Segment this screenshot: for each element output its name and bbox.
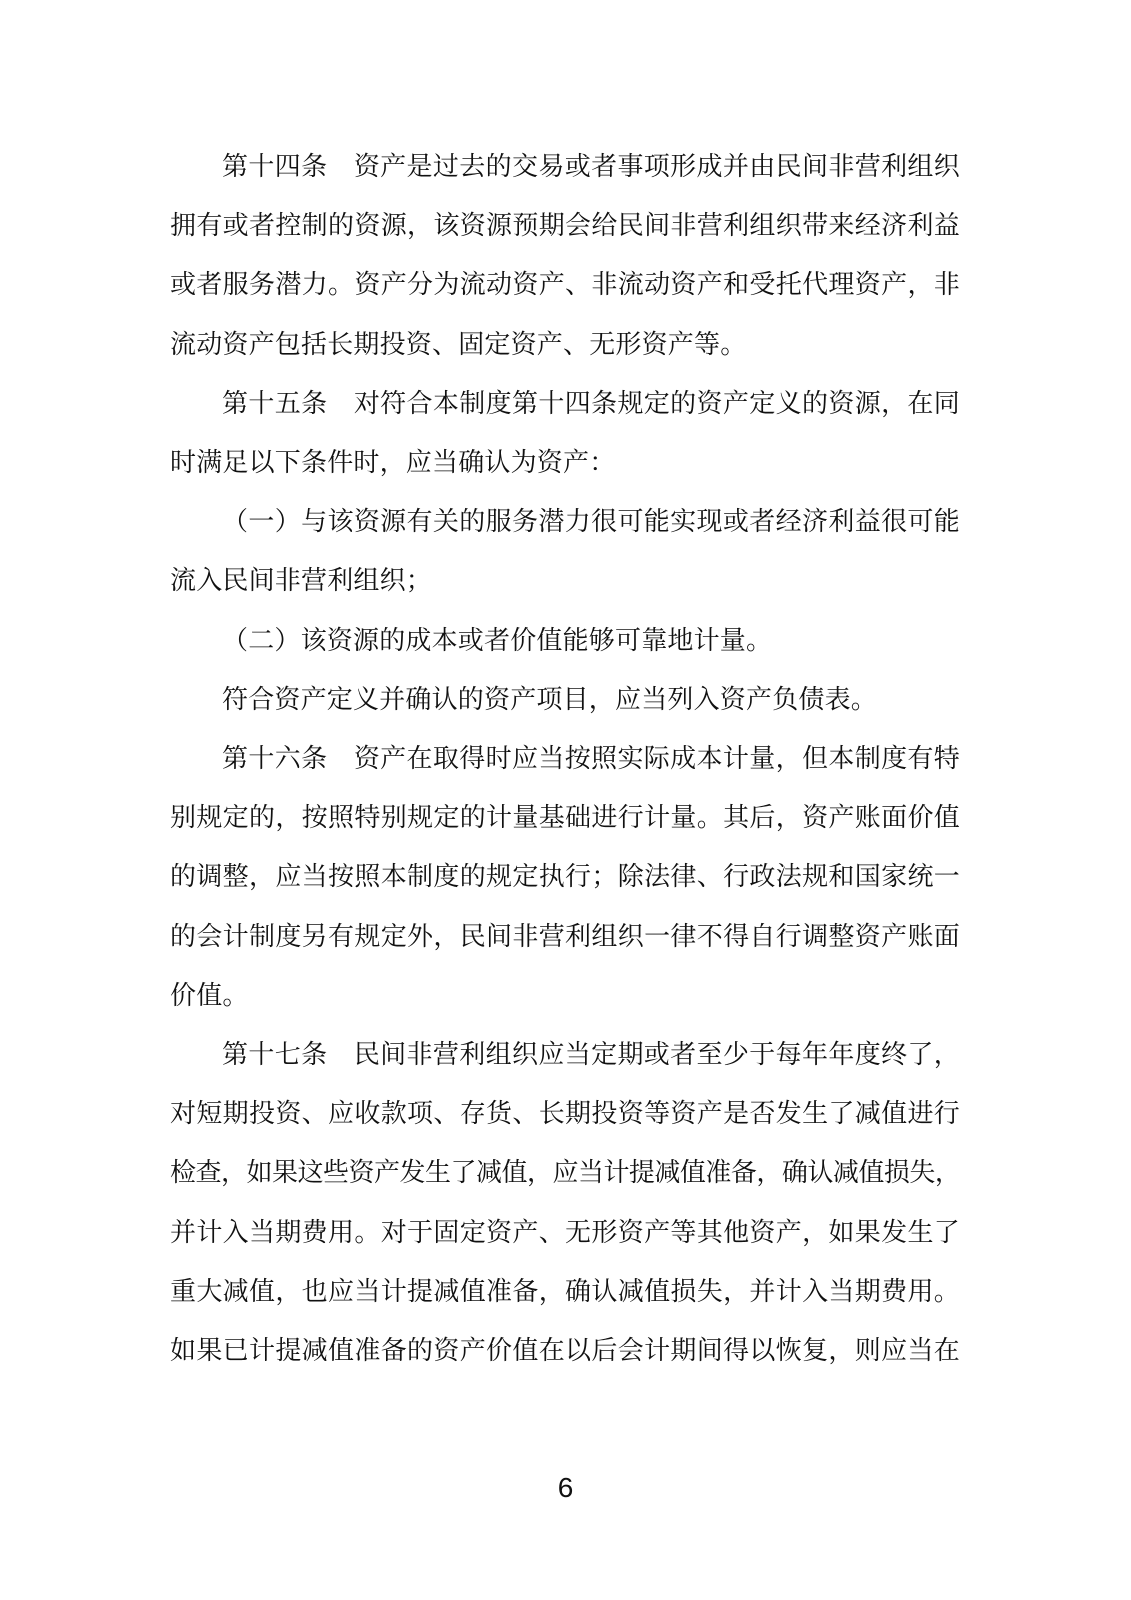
text-line: 流动资产包括长期投资、固定资产、无形资产等。: [170, 329, 747, 359]
article-14-paragraph: [170, 137, 960, 374]
text-line: 如果已计提减值准备的资产价值在以后会计期间得以恢复，则应当在: [170, 1336, 960, 1366]
article-15-clause-1-paragraph: [170, 492, 960, 610]
text-line: 时满足以下条件时，应当确认为资产：: [170, 448, 616, 478]
text-line: 的调整，应当按照本制度的规定执行；除法律、行政法规和国家统一: [170, 862, 960, 892]
text-line: 第十七条 民间非营利组织应当定期或者至少于每年年度终了，: [222, 1040, 960, 1070]
document-body: [170, 137, 960, 1380]
article-15-paragraph: [170, 374, 960, 492]
article-16-paragraph: [170, 729, 960, 1025]
text-line: 并计入当期费用。对于固定资产、无形资产等其他资产，如果发生了: [170, 1217, 960, 1247]
article-15-recognition-note-paragraph: [170, 670, 960, 729]
text-line: 第十五条 对符合本制度第十四条规定的资产定义的资源，在同: [222, 388, 960, 418]
text-line: 对短期投资、应收款项、存货、长期投资等资产是否发生了减值进行: [170, 1099, 960, 1129]
text-line: 拥有或者控制的资源，该资源预期会给民间非营利组织带来经济利益: [170, 211, 960, 241]
text-line: （二）该资源的成本或者价值能够可靠地计量。: [222, 625, 773, 655]
text-line: 重大减值，也应当计提减值准备，确认减值损失，并计入当期费用。: [170, 1276, 960, 1306]
article-17-paragraph: [170, 1025, 960, 1380]
page-number: 6: [557, 1472, 574, 1503]
text-line: 别规定的，按照特别规定的计量基础进行计量。其后，资产账面价值: [170, 803, 960, 833]
text-line: 第十四条 资产是过去的交易或者事项形成并由民间非营利组织: [222, 152, 960, 181]
text-line: 检查，如果这些资产发生了减值，应当计提减值准备，确认减值损失，: [170, 1158, 960, 1188]
text-line: 价值。: [170, 980, 249, 1010]
text-line: 流入民间非营利组织；: [170, 566, 433, 596]
text-line: 的会计制度另有规定外，民间非营利组织一律不得自行调整资产账面: [170, 921, 960, 951]
text-line: 或者服务潜力。资产分为流动资产、非流动资产和受托代理资产，非: [170, 270, 960, 300]
text-line: 第十六条 资产在取得时应当按照实际成本计量，但本制度有特: [222, 744, 960, 774]
text-line: （一）与该资源有关的服务潜力很可能实现或者经济利益很可能: [222, 507, 960, 537]
article-15-clause-2-paragraph: [170, 611, 960, 670]
text-line: 符合资产定义并确认的资产项目，应当列入资产负债表。: [222, 684, 878, 714]
